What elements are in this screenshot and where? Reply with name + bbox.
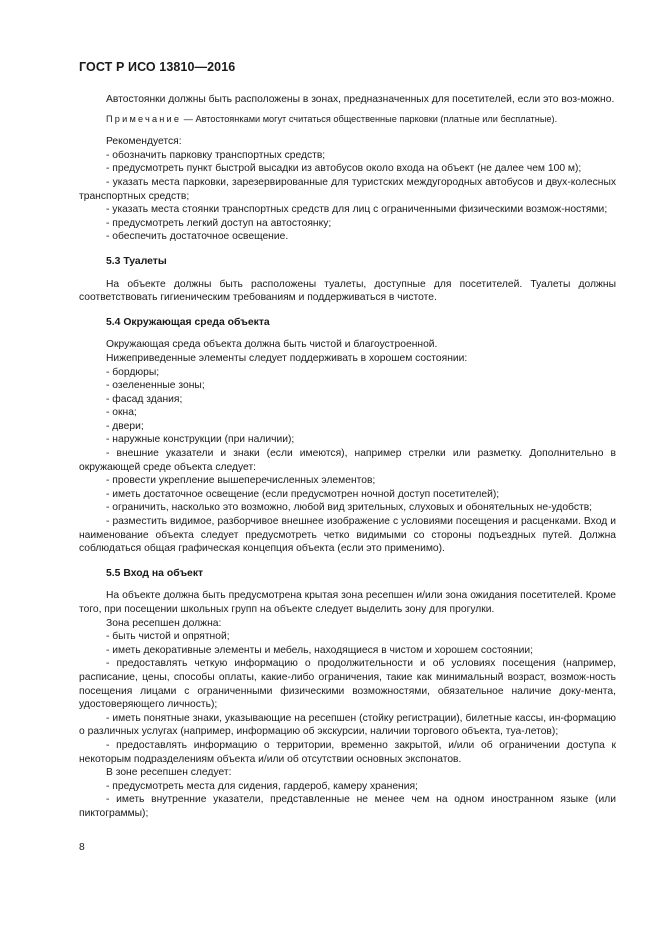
list-item: - предусмотреть легкий доступ на автостоянку; [106, 217, 332, 229]
page-number: 8 [79, 842, 85, 853]
list-item: - окна; [106, 407, 137, 419]
parking-intro: Автостоянки должны быть расположены в зонах, предназначенных для посетителей, если это воз-можно. [106, 94, 615, 105]
parking-note [79, 113, 616, 127]
list-item: - озелененные зоны; [106, 380, 205, 392]
list-item: - иметь внутренние указатели, представленные не менее чем на одном иностранном языке (или пиктограммы); [79, 794, 616, 819]
list-item: - иметь достаточное освещение (если предусмотрен ночной доступ посетителей); [106, 488, 500, 500]
list-item: - ограничить, насколько это возможно, любой вид зрительных, слуховых и обонятельных не-удобств; [106, 502, 593, 514]
list-item: - разместить видимое, разборчивое внешнее изображение с условиями посещения и расценками. Вход и наименование объекта следует предусмотреть четко видимыми со стороны подъездных путей. Должна соблюдаться общая графическая концепция объекта (если это применимо). [79, 516, 616, 555]
list-item: - иметь декоративные элементы и мебель, находящиеся в чистом и хорошем состоянии; [106, 644, 533, 656]
list-item: - предоставлять информацию о территории, временно закрытой, и/или об ограничении доступа к некоторым подразделениям объекта и/или об отсутствии основных экспонатов. [79, 739, 616, 765]
section-heading-entrance: 5.5 Вход на объект [106, 567, 204, 579]
list-item: - внешние указатели и знаки (если имеются), например стрелки или разметку. Дополнительно в окружающей среде объекта следует: [79, 448, 616, 473]
parking-recommended: Рекомендуется: [106, 136, 182, 148]
list-item: - двери; [106, 420, 144, 432]
paragraph: Нижеприведенные элементы следует поддерживать в хорошем состоянии: [106, 352, 468, 364]
paragraph: На объекте должна быть предусмотрена крытая зона ресепшен и/или зона ожидания посетителей. Кроме того, при посещении школьных групп на объекте следует выделить зону для прогулки. [79, 590, 616, 615]
list-item: - наружные конструкции (при наличии); [106, 434, 295, 446]
section-heading-environment: 5.4 Окружающая среда объекта [106, 316, 270, 328]
page-content [79, 93, 616, 821]
paragraph: В зоне ресепшен следует: [106, 767, 232, 779]
toilets-text: На объекте должны быть расположены туалеты, доступные для посетителей. Туалеты должны соответствовать гигиеническим требованиям и поддерживаться в чистоте. [79, 278, 616, 304]
list-item: - предоставлять четкую информацию о продолжительности и об условиях посещения (например, расписание, цены, способы оплаты, какие-либо ограничения, такие как минимальный возраст, возмож-ность посещения лицами с ограниченными физическими возможностями, обязательное наличие доку-мента, удостоверяющего личность); [79, 658, 616, 711]
section-heading-toilets: 5.3 Туалеты [106, 255, 167, 267]
list-item: - предусмотреть места для сидения, гардероб, камеру хранения; [106, 780, 418, 792]
list-item: - обозначить парковку транспортных средств; [106, 149, 326, 161]
list-item: - иметь понятные знаки, указывающие на ресепшен (стойку регистрации), билетные кассы, ин-формацию о различных услугах (например, информацию об экскурсии, наличии торгового объекта, туа-летов); [79, 712, 616, 738]
list-item: - обеспечить достаточное освещение. [106, 231, 289, 243]
list-item: - провести укрепление вышеперечисленных элементов; [106, 475, 376, 487]
note-label: Примечание [106, 113, 182, 124]
paragraph: Зона ресепшен должна: [106, 617, 222, 629]
paragraph: Окружающая среда объекта должна быть чистой и благоустроенной. [106, 339, 438, 351]
list-item: - бордюры; [106, 366, 160, 378]
list-item: - фасад здания; [106, 393, 183, 405]
list-item: - быть чистой и опрятной; [106, 631, 230, 643]
list-item: - указать места парковки, зарезервированные для туристских междугородных автобусов и двух-колесных транспортных средств; [79, 176, 616, 202]
list-item: - предусмотреть пункт быстрой высадки из автобусов около входа на объект (не далее чем 100 м); [106, 163, 582, 175]
standard-header: ГОСТ Р ИСО 13810—2016 [79, 60, 236, 74]
list-item: - указать места стоянки транспортных средств для лиц с ограниченными физическими возмож-ностями; [106, 204, 608, 216]
note-text: — Автостоянками могут считаться общественные парковки (платные или бесплатные). [181, 113, 558, 124]
